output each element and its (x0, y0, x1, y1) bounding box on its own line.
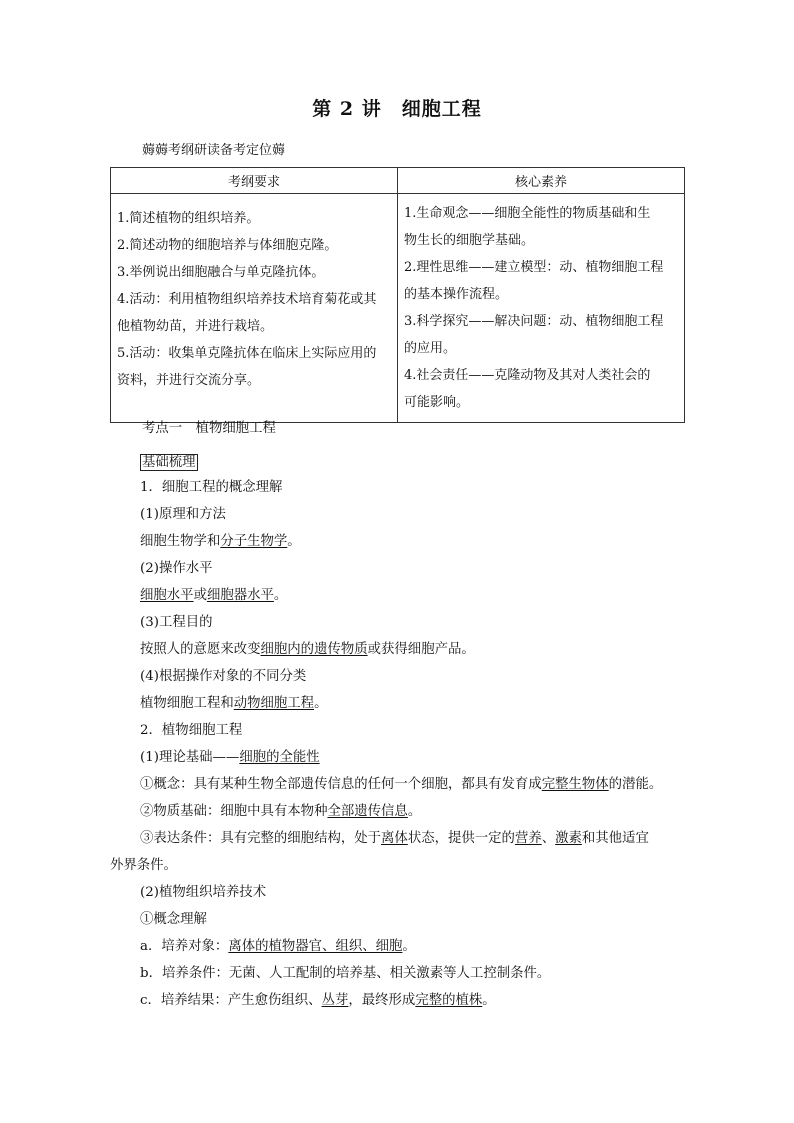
table-header-requirements: 考纲要求 (111, 168, 398, 194)
text-span: 。 (287, 534, 301, 549)
text-span: ，最终形成 (348, 993, 416, 1008)
literacy-cell (398, 194, 685, 423)
literacy-line: 1.生命观念——细胞全能性的物质基础和生 (404, 206, 651, 221)
requirements-table (110, 167, 685, 423)
literacy-line: 3.科学探究——解决问题：动、植物细胞工程 (404, 314, 664, 329)
underlined-answer: 动物细胞工程 (233, 696, 315, 711)
text-span: 。 (273, 588, 288, 603)
underlined-answer: 离体 (381, 831, 408, 846)
underlined-answer: 细胞内的遗传物质 (260, 642, 368, 657)
underlined-answer: 完整生物体 (541, 777, 609, 792)
item-2-title: (2)操作水平 (140, 561, 213, 576)
literacy-line: 物生长的细胞学基础。 (404, 233, 535, 248)
concept-line (140, 773, 662, 792)
section-heading: 考点一 植物细胞工程 (142, 421, 276, 436)
culture-condition-line: b．培养条件：无菌、人工配制的培养基、相关激素等人工控制条件。 (140, 966, 551, 981)
literacy-line: 的应用。 (404, 341, 457, 356)
heading-2: 2．植物细胞工程 (140, 723, 243, 738)
underlined-answer: 分子生物学 (220, 534, 288, 549)
section-subtitle: 薅薅考纲研读备考定位薅 (142, 143, 286, 158)
text-span: ③表达条件：具有完整的细胞结构，处于 (140, 831, 382, 846)
text-span: 。 (402, 939, 416, 954)
text-span: 细胞生物学和 (140, 534, 221, 549)
underlined-answer: 细胞的全能性 (239, 750, 320, 765)
literacy-line: 的基本操作流程。 (404, 287, 509, 302)
boxed-label (140, 451, 198, 470)
culture-object-line (140, 935, 416, 954)
item-4-title: (4)根据操作对象的不同分类 (140, 669, 307, 684)
text-span: 状态，提供一定的 (407, 831, 515, 846)
text-span: 按照人的意愿来改变 (140, 642, 261, 657)
text-span: ①概念：具有某种生物全部遗传信息的任何一个细胞，都具有发育成 (140, 777, 542, 792)
culture-result-line (140, 989, 496, 1008)
text-span: 或获得细胞产品。 (367, 642, 475, 657)
requirements-cell (111, 194, 398, 423)
requirement-line: 资料，并进行交流分享。 (117, 373, 261, 388)
literacy-line: 2.理性思维——建立模型：动、植物细胞工程 (404, 260, 664, 275)
requirement-line: 2.简述动物的细胞培养与体细胞克隆。 (117, 238, 338, 253)
text-span: c．培养结果：产生愈伤组织、 (140, 993, 322, 1008)
concept-understanding: ①概念理解 (140, 912, 207, 927)
item-3-content (140, 638, 475, 657)
page-title: 第 2 讲 细胞工程 (312, 98, 482, 120)
text-span: 或 (193, 588, 207, 603)
text-span: ②物质基础：细胞中具有本物种 (140, 804, 328, 819)
requirement-line: 3.举例说出细胞融合与单克隆抗体。 (117, 265, 325, 280)
tissue-culture-heading: (2)植物组织培养技术 (140, 885, 267, 900)
text-span: 和其他适宜 (581, 831, 649, 846)
text-span: 的潜能。 (608, 777, 663, 792)
underlined-answer: 细胞水平 (140, 588, 194, 603)
requirement-line: 4.活动：利用植物组织培养技术培育菊花或其 (117, 292, 377, 307)
expression-condition-line (140, 827, 649, 846)
requirement-line: 1.简述植物的组织培养。 (117, 211, 260, 226)
text-span: 。 (314, 696, 328, 711)
underlined-answer: 营养 (514, 831, 542, 846)
literacy-line: 可能影响。 (404, 395, 470, 410)
item-1-content (140, 530, 301, 549)
literacy-line: 4.社会责任——克隆动物及其对人类社会的 (404, 368, 651, 383)
expression-condition-continuation: 外界条件。 (110, 858, 177, 873)
text-span: 。 (482, 993, 496, 1008)
item-1-title: (1)原理和方法 (140, 507, 226, 522)
theory-basis (140, 746, 320, 765)
text-span: 。 (407, 804, 422, 819)
underlined-answer: 离体的植物器官、组织、细胞 (228, 939, 403, 954)
item-3-title: (3)工程目的 (140, 615, 213, 630)
underlined-answer: 激素 (555, 831, 582, 846)
item-2-content (140, 584, 287, 603)
item-4-content (140, 692, 327, 711)
requirement-line: 5.活动：收集单克隆抗体在临床上实际应用的 (117, 346, 377, 361)
underlined-answer: 细胞器水平 (206, 588, 274, 603)
underlined-answer: 完整的植株 (415, 993, 483, 1008)
text-span: 、 (541, 831, 556, 846)
text-span: (1)理论基础—— (140, 750, 240, 765)
heading-1: 1．细胞工程的概念理解 (140, 480, 283, 495)
material-basis-line (140, 800, 421, 819)
requirement-line: 他植物幼苗，并进行栽培。 (117, 319, 274, 334)
underlined-answer: 全部遗传信息 (327, 804, 408, 819)
table-header-literacy: 核心素养 (398, 168, 685, 194)
text-span: 植物细胞工程和 (140, 696, 234, 711)
underlined-answer: 丛芽 (321, 993, 349, 1008)
box-label-text: 基础梳理 (142, 455, 196, 470)
text-span: a．培养对象： (140, 939, 229, 954)
